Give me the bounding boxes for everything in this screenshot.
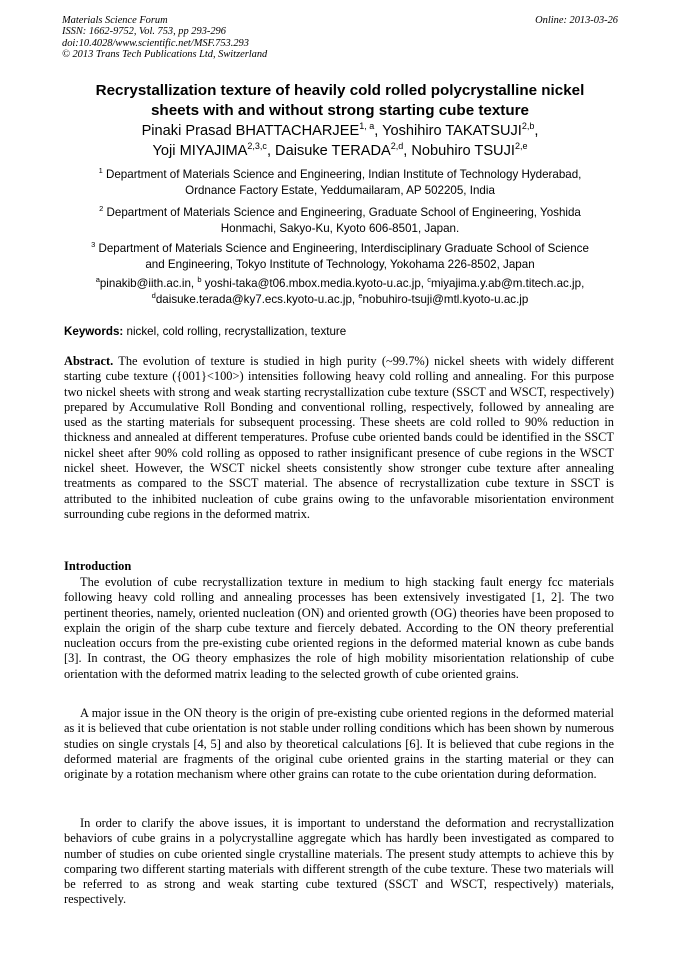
- affiliation-2: [64, 205, 616, 236]
- author-sup: 2,e: [514, 140, 528, 151]
- affiliation-1: [64, 167, 616, 198]
- affiliation-num: 1: [98, 166, 103, 175]
- email-sup: b: [197, 275, 202, 284]
- journal-name: Materials Science Forum: [62, 15, 168, 26]
- online-date: Online: 2013-03-26: [535, 15, 618, 26]
- email-sup: e: [358, 290, 363, 300]
- email-link[interactable]: miyajima.y.ab@m.titech.ac.jp,: [431, 277, 585, 290]
- author-name: Yoshihiro TAKATSUJI: [382, 123, 522, 139]
- journal-issn: ISSN: 1662-9752, Vol. 753, pp 293-296: [62, 26, 226, 38]
- email-link[interactable]: pinakib@iith.ac.in,: [99, 277, 198, 290]
- affiliation-num: 3: [91, 240, 96, 249]
- author-sep: ,: [374, 123, 383, 139]
- email-link[interactable]: daisuke.terada@ky7.ecs.kyoto-u.ac.jp,: [155, 292, 359, 306]
- email-link[interactable]: nobuhiro-tsuji@mtl.kyoto-u.ac.jp: [362, 292, 529, 306]
- author-name: Pinaki Prasad BHATTACHARJEE: [141, 123, 360, 139]
- affiliation-text: Department of Materials Science and Engineering, Interdisciplinary Graduate School of Science: [98, 242, 589, 255]
- affiliation-line: Honmachi, Sakyo-Ku, Kyoto 606-8501, Japan.: [220, 221, 460, 235]
- keywords: [64, 324, 616, 339]
- keywords-text: nickel, cold rolling, recrystallization, texture: [123, 325, 347, 338]
- abstract-text: The evolution of texture is studied in high purity (~99.7%) nickel sheets with widely different starting cube texture ({001}<100>) intensities following heavy cold rolling and annealing. For this purpose two nickel sheets with strong and weak starting recrystallization cube texture (SSCT and WSCT, respectively) prepared by Accumulative Roll Bonding and conventional rolling, respectively, followed by annealing are used as the starting materials for subsequent processing. These sheets are cold rolled to 90% reduction in thickness and annealed at different temperatures. Profuse cube oriented bands could be identified in the SSCT nickel sheet after 90% cold rolling as opposed to rather insignificant presence of cube regions in the WSCT nickel sheet. However, the WSCT nickel sheets consistently show stronger cube texture after annealing treatments as compared to the SSCT material. The absence of recrystallization cube texture in SSCT is attributed to the inhibited nucleation of cube grains owing to the unfavorable misorientation environment surrounding cube regions in the deformed matrix.: [64, 354, 614, 521]
- affiliation-line: [64, 205, 616, 221]
- author-sep: ,: [266, 142, 276, 159]
- journal-doi[interactable]: doi:10.4028/www.scientific.net/MSF.753.293: [62, 37, 249, 49]
- author-line-1: [62, 122, 618, 142]
- email-sup: a: [95, 275, 100, 284]
- author-sup: 1, a: [359, 121, 375, 131]
- author-list: [62, 122, 618, 161]
- affiliation-line: [64, 167, 616, 183]
- email-sup: d: [151, 290, 156, 300]
- affiliation-num: 2: [99, 204, 104, 213]
- author-sep: ,: [534, 123, 539, 139]
- intro-paragraph-3: In order to clarify the above issues, it is important to understand the deformation and recrystallization behaviors of cube grains in a polycrystalline aggregate which has hardly been investigated as compared to number of studies on cube oriented single crystalline materials. The present study attempts to achieve this by comparing two different starting materials with different strength of the cube texture. These two materials will be referred to as strong and weak starting cube textured (SSCT and WSCT, respectively) materials, respectively.: [64, 816, 614, 907]
- author-name: Yoji MIYAJIMA: [152, 142, 248, 159]
- author-name: Nobuhiro TSUJI: [411, 142, 515, 159]
- author-sup: 2,d: [390, 140, 404, 151]
- title-line-1: Recrystallization texture of heavily cold rolled polycrystalline nickel: [95, 82, 585, 99]
- keywords-label: Keywords:: [64, 325, 124, 338]
- author-line-2: [62, 142, 618, 162]
- email-line-1: [64, 276, 616, 292]
- abstract: [64, 354, 614, 522]
- email-sup: c: [427, 275, 431, 284]
- title-line-2: sheets with and without strong starting cube texture: [150, 102, 530, 119]
- author-sup: 2,b: [521, 121, 535, 131]
- author-sep: ,: [403, 142, 412, 159]
- section-heading-introduction: Introduction: [64, 559, 132, 573]
- abstract-label: Abstract.: [64, 354, 114, 368]
- author-name: Daisuke TERADA: [275, 142, 391, 159]
- affiliation-line: [64, 241, 616, 257]
- affiliation-line: and Engineering, Tokyo Institute of Technology, Yokohama 226-8502, Japan: [145, 257, 535, 271]
- author-sup: 2,3,c: [247, 140, 267, 151]
- affiliation-line: Ordnance Factory Estate, Yeddumailaram, AP 502205, India: [185, 183, 495, 197]
- affiliation-text: Department of Materials Science and Engineering, Graduate School of Engineering, Yoshida: [106, 206, 581, 219]
- affiliation-3: [64, 241, 616, 272]
- journal-copyright: © 2013 Trans Tech Publications Ltd, Switzerland: [62, 48, 268, 60]
- intro-paragraph-1: The evolution of cube recrystallization texture in medium to high stacking fault energy fcc materials following heavy cold rolling and annealing processes has been extensively investigated [1, 2]. The two pertinent theories, namely, oriented nucleation (ON) and oriented growth (OG) theories have been proposed to explain the origin of the sharp cube texture and fiercely debated. According to the ON theory preferential nucleation occurs from the pre-existing cube oriented regions in the deformed material known as cube bands [3]. In contrast, the OG theory emphasizes the role of high mobility misorientation relationship of cube orientation with the deformed matrix leading to the selected growth of cube oriented grains.: [64, 575, 614, 681]
- email-link[interactable]: yoshi-taka@t06.mbox.media.kyoto-u.ac.jp,: [204, 277, 428, 290]
- author-emails: [64, 276, 616, 307]
- affiliation-text: Department of Materials Science and Engineering, Indian Institute of Technology Hyderabad,: [105, 168, 582, 181]
- journal-header: [62, 15, 618, 60]
- email-line-2: [64, 292, 616, 308]
- paper-title: [62, 81, 618, 121]
- intro-paragraph-2: A major issue in the ON theory is the origin of pre-existing cube oriented regions in the deformed material as it is believed that cube orientation is not stable under rolling conditions which has been shown by numerous studies on single crystals [4, 5] and also by theoretical calculations [6]. It is believed that cube regions in the deformed material are fragments of the original cube oriented grains in the starting material or they can originate by a rotation mechanism where other grains can rotate to the cube orientation during deformation.: [64, 706, 614, 782]
